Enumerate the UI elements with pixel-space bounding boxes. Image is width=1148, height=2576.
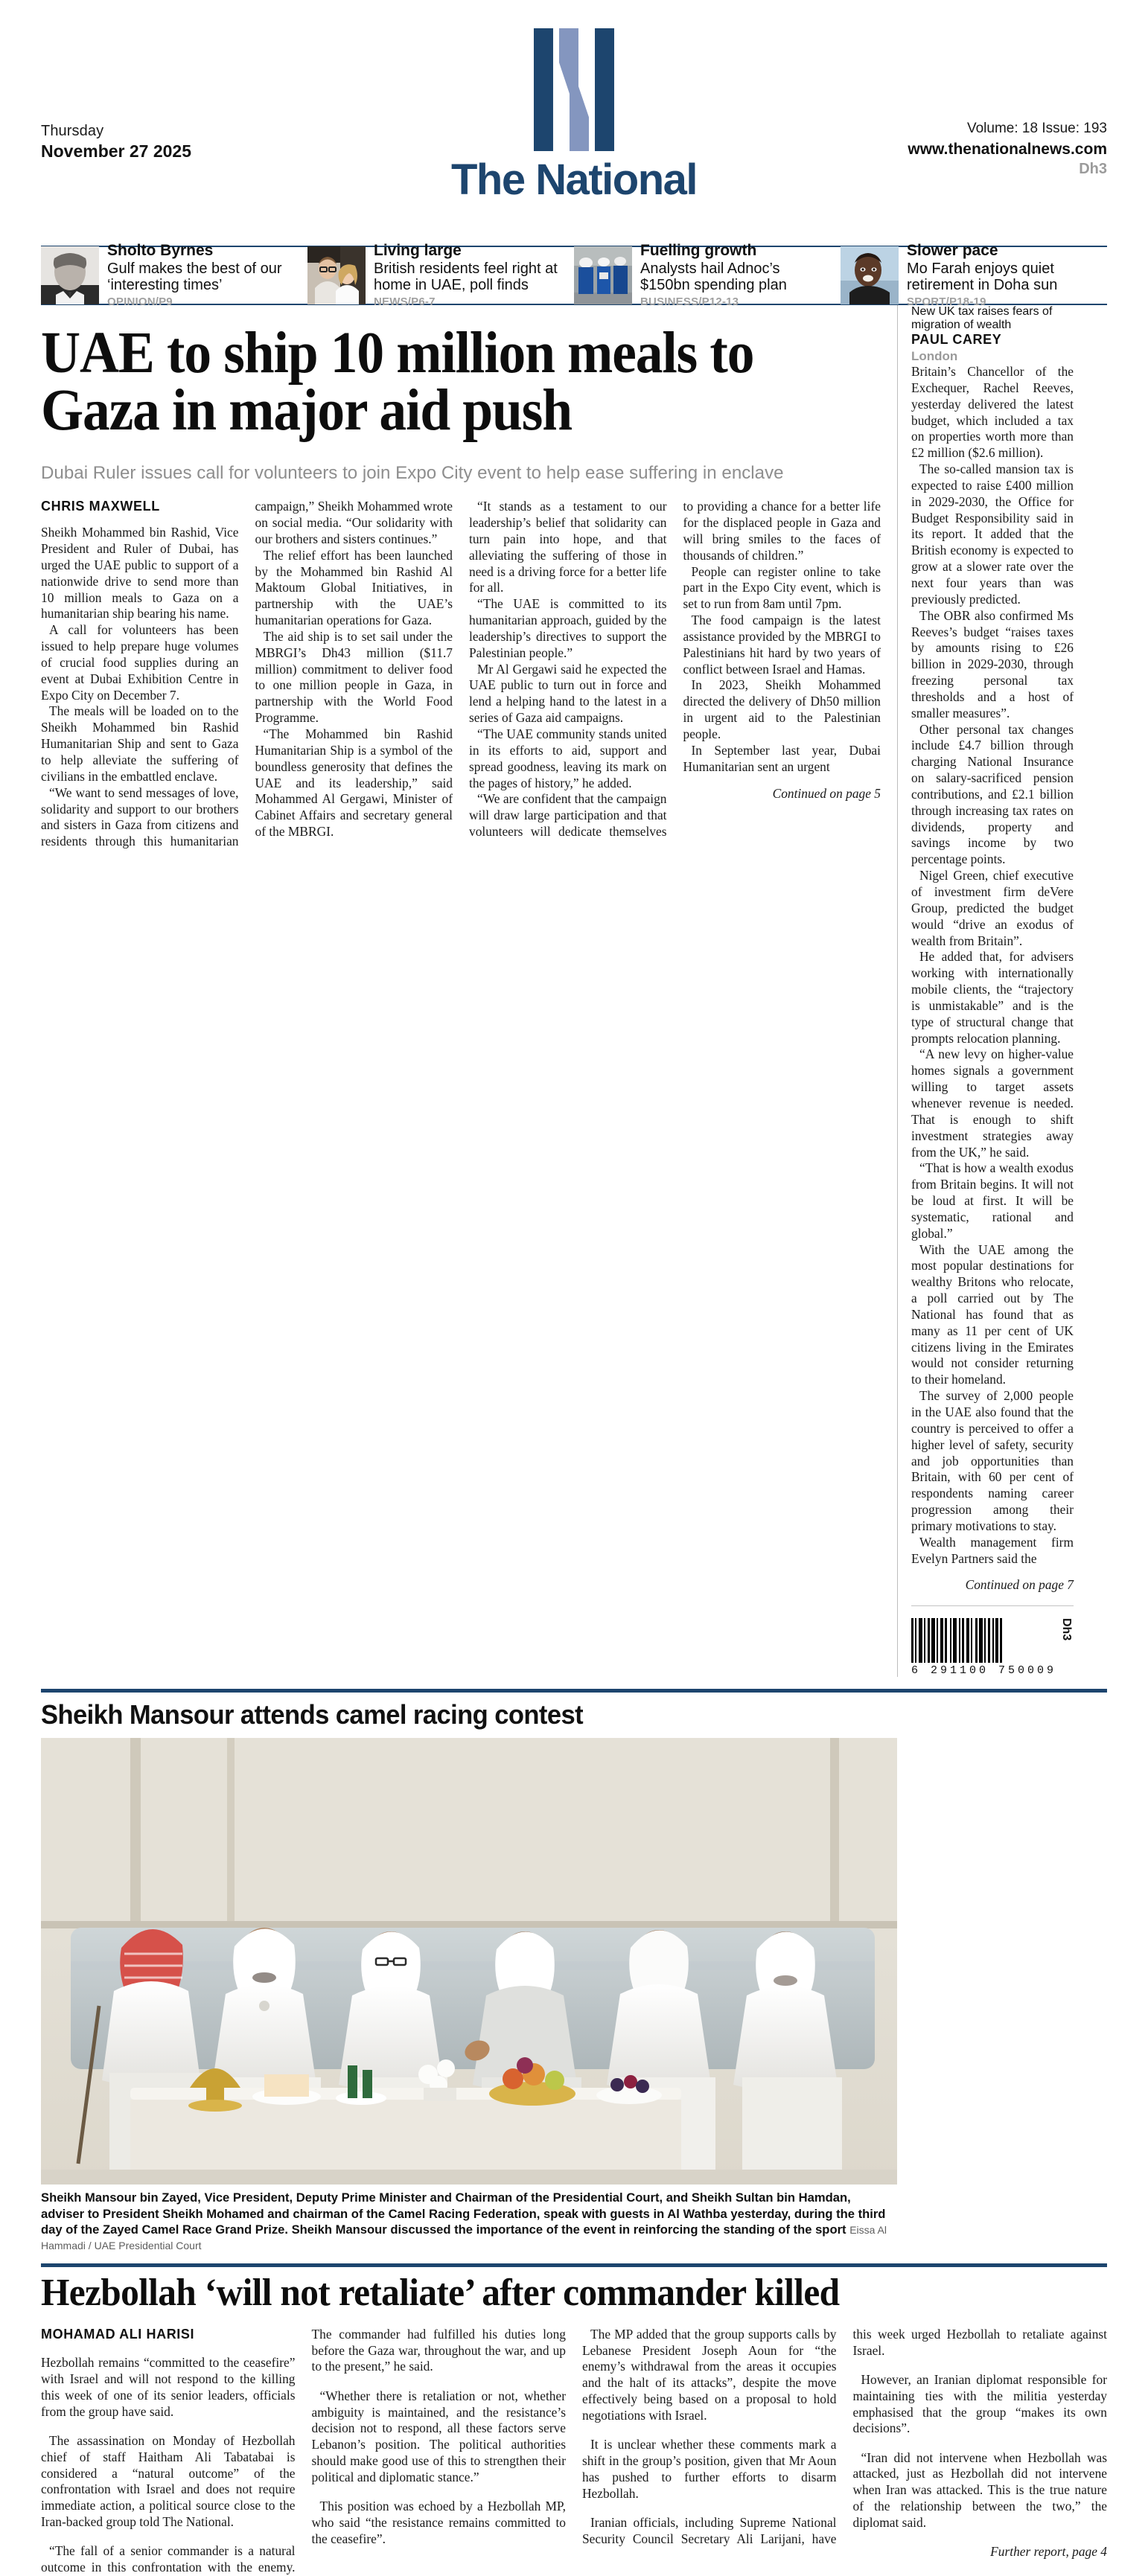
dateline-date: November 27 2025 <box>41 141 192 161</box>
lead-body-columns <box>41 499 881 850</box>
rail-headline[interactable]: New UK tax raises fears of migration of wealth <box>911 305 1053 331</box>
lead-story <box>41 305 897 1677</box>
teaser-subtitle: Mo Farah enjoys quiet retirement in Doha sun <box>907 260 1058 294</box>
website-url[interactable]: www.thenationalnews.com <box>908 140 1107 158</box>
teaser-thumb-portrait-man-grey <box>41 246 99 304</box>
teaser-section: BUSINESS/P12-13 <box>640 295 739 308</box>
bottom-story-headline[interactable]: Hezbollah ‘will not retaliate’ after commander killed <box>41 2272 840 2315</box>
lead-paragraph: “The UAE is committed to its humanitarian approach, guided by the leadership’s directives to support the Palestinian people.” <box>469 596 667 660</box>
lead-paragraph: In September last year, Dubai Humanitarian sent an urgent <box>683 742 881 774</box>
bottom-paragraph: However, an Iranian diplomat responsible for maintaining ties with the militia yesterday emphasised that the group “makes its own decisions”. <box>852 2371 1107 2436</box>
teaser-thumb-workers-blue-overalls <box>574 246 632 304</box>
the-national-n-monogram-icon <box>529 28 619 151</box>
rail-body <box>911 364 1074 1594</box>
teaser-item-sport[interactable] <box>841 242 1107 308</box>
bottom-paragraph: The MP added that the group supports calls by Lebanese President Joseph Aoun for “the enemy’s withdrawal from the areas it occupies and the halt of its attacks”, despite the move effectively being based on a proposal to hold negotiations with Israel. <box>582 2326 837 2423</box>
cover-price: Dh3 <box>1079 160 1107 177</box>
rail-paragraph: He added that, for advisers working with internationally mobile clients, the “trajectory is unmistakable” and is the type of structural change that prompts relocation planning. <box>911 949 1074 1046</box>
bottom-further-report-link[interactable]: Further report, page 4 <box>990 2544 1107 2560</box>
bottom-paragraph: It is unclear whether these comments mark a shift in the group’s position, given that Mr Aoun has pushed to further efforts to disarm Hezbollah. <box>582 2437 837 2501</box>
lead-paragraph: A call for volunteers has been issued to help prepare huge volumes of crucial food supplies during an event at Dubai Exhibition Centre in Expo City on December 7. <box>41 622 239 703</box>
photo-majlis-seated-dignitaries <box>41 1738 897 2185</box>
rail-continued-link[interactable]: Continued on page 7 <box>965 1577 1074 1593</box>
rail-paragraph: The survey of 2,000 people in the UAE also found that the country is perceived to offer a higher level of safety, security and job opportunities than Britain, with 60 per cent of respondents naming career progression among their primary motivations to stay. <box>911 1388 1074 1533</box>
bottom-paragraph: Iranian officials, including Supreme National Security Council Secretary Ali Larijani, have this week urged Hezbollah to retaliate against Israel. <box>582 2326 1107 2546</box>
teaser-subtitle: British residents feel right at home in UAE, poll finds <box>374 260 558 294</box>
photo-story-headline[interactable]: Sheikh Mansour attends camel racing contest <box>41 1699 584 1730</box>
masthead <box>41 0 1107 246</box>
teaser-bar <box>41 242 1107 308</box>
lead-standfirst: Dubai Ruler issues call for volunteers to join Expo City event to help ease suffering in enclave <box>41 462 784 483</box>
bottom-story-rule <box>41 2263 1107 2267</box>
rail-location: London <box>911 349 958 363</box>
lead-paragraph: “The UAE community stands united in its efforts to aid, support and spread goodness, leaving its mark on the pages of history,” he added. <box>469 726 667 790</box>
bottom-byline: MOHAMAD ALI HARISI <box>41 2326 195 2342</box>
barcode-digits: 6 291100 750009 <box>911 1664 1057 1678</box>
bottom-body-columns <box>41 2327 1107 2576</box>
rail-paragraph: The so-called mansion tax is expected to raise £400 million in 2029-2030, the Office for Budget Responsibility said in its report. It added that the British economy is expected to grow at a slower rate over the next four years than was previously predicted. <box>911 461 1074 607</box>
lead-byline: CHRIS MAXWELL <box>41 499 160 514</box>
rail-paragraph: Wealth management firm Evelyn Partners said the <box>911 1534 1074 1566</box>
rail-paragraph: Other personal tax changes include £4.7 billion through charging National Insurance on salary-sacrificed pension contributions, and £2.1 billion through increasing tax rates on dividends, property and savings income by two percentage points. <box>911 721 1074 867</box>
rail-paragraph: Nigel Green, chief executive of investment firm deVere Group, predicted the budget would “drive an exodus of wealth from Britain”. <box>911 868 1074 948</box>
teaser-text-sport <box>899 242 1107 309</box>
bottom-paragraph: “Iran did not intervene when Hezbollah was attacked, just as Hezbollah did not intervene when Iran was attacked. This is the true nature of the relationship between the two,” the diplomat said. <box>852 2449 1107 2530</box>
lead-paragraph: The aid ship is to set sail under the MBRGI’s Dh43 million ($11.7 million) commitment to deliver food to one million people in Gaza, in partnership with the World Food Programme. <box>255 628 453 726</box>
lead-paragraph: People can register online to take part in the Expo City event, which is set to run from 8am until 7pm. <box>683 563 881 612</box>
bottom-paragraph: “The fall of a senior commander is a natural outcome in this confrontation with the enemy. The commander had fulfilled his duties long before the Gaza war, throughout the war, and up to the present,” he said. <box>41 2326 566 2575</box>
rail-paragraph: Britain’s Chancellor of the Exchequer, Rachel Reeves, yesterday delivered the latest budget, which included a tax on properties worth more than £2 million ($2.6 million). <box>911 364 1074 461</box>
teaser-item-opinion[interactable] <box>41 242 307 308</box>
barcode-price: Dh3 <box>1060 1618 1074 1641</box>
teaser-item-news[interactable] <box>307 242 574 308</box>
bottom-paragraph: Hezbollah remains “committed to the ceasefire” with Israel and will not respond to the killing this week of one of its senior leaders, officials from the group have said. <box>41 2355 296 2419</box>
volume-issue: Volume: 18 Issue: 193 <box>966 121 1107 136</box>
teaser-title: Sholto Byrnes <box>107 242 214 260</box>
bottom-paragraph: “Whether there is retaliation or not, whether ambiguity is maintained, and the resistance’s decision not to respond, all these factors serve Lebanon’s position. The political authorities should make good use of this to strengthen their political and diplomatic stance.” <box>311 2388 566 2484</box>
lead-paragraph: “We are confident that the campaign will draw large participation and that volunteers will dedicate themselves to providing a chance for a better life for the displaced people in Gaza and will bring smiles to the faces of thousands of children.” <box>469 499 881 840</box>
lead-paragraph: The meals will be loaded on to the Sheikh Mohammed bin Rashid Humanitarian Ship and sent to Gaza to help alleviate the suffering of civilians in the embattled enclave. <box>41 703 239 784</box>
lead-headline[interactable]: UAE to ship 10 million meals to Gaza in major aid push <box>41 321 754 444</box>
teaser-thumb-couple-photo <box>307 246 366 304</box>
teaser-text-news <box>366 242 574 309</box>
teaser-title: Fuelling growth <box>640 242 757 260</box>
rail-paragraph: “That is how a wealth exodus from Britain begins. It will not be loud at first. It will be systematic, rational and global.” <box>911 1160 1074 1241</box>
rail-story <box>897 305 1074 1677</box>
rail-byline: PAUL CAREY <box>911 332 1002 347</box>
rail-paragraph: “A new levy on higher-value homes signals a government willing to target assets whenever revenue is needed. That is enough to shift investment strategies away from the UK,” he said. <box>911 1046 1074 1160</box>
teaser-subtitle: Gulf makes the best of our ‘interesting times’ <box>107 260 282 294</box>
photo-credit: Eissa Al Hammadi / UAE Presidential Court <box>41 2223 887 2251</box>
masthead-wordmark: The National <box>450 156 698 204</box>
barcode-block <box>911 1605 1074 1677</box>
teaser-item-business[interactable] <box>574 242 841 308</box>
lead-paragraph: The relief effort has been launched by the Mohammed bin Rashid Al Maktoum Global Initiatives, in partnership with the UAE’s humanitarian operations for Gaza. <box>255 547 453 628</box>
photo-caption <box>41 2190 897 2253</box>
teaser-section: SPORT/P18-19 <box>907 295 986 308</box>
photo-caption-text: Sheikh Mansour bin Zayed, Vice President, Deputy Prime Minister and Chairman of the Presidential Court, and Sheikh Sultan bin Hamdan, adviser to President Sheikh Mohamed and chairman of the Camel Racing Federation, speak with guests in Al Wathba yesterday, during the third day of the Zayed Camel Race Grand Prize. Sheikh Mansour discussed the importance of the event in reinforcing the standing of the sport <box>41 2190 886 2237</box>
lead-continued-link[interactable]: Continued on page 5 <box>772 785 881 801</box>
publication-info <box>908 121 1107 178</box>
teaser-section: NEWS/P6-7 <box>374 295 436 308</box>
rail-paragraph: The OBR also confirmed Ms Reeves’s budget “raises taxes by amounts rising to £26 billion in 2029-2030, through freezing personal tax thresholds and a host of smaller measures”. <box>911 607 1074 720</box>
lead-paragraph: Sheikh Mohammed bin Rashid, Vice President and Ruler of Dubai, has urged the UAE public to support of a nationwide drive to send more than 10 million meals to Gaza on a humanitarian ship bearing his name. <box>41 525 239 621</box>
teaser-thumb-athlete-portrait <box>841 246 899 304</box>
lead-paragraph: In 2023, Sheikh Mohammed directed the delivery of Dh50 million in urgent aid to the Palestinian people. <box>683 677 881 742</box>
teaser-title: Slower pace <box>907 242 998 260</box>
photo-story-rule <box>41 1689 1107 1693</box>
teaser-text-opinion <box>99 242 307 309</box>
lead-paragraph: “The Mohammed bin Rashid Humanitarian Ship is a symbol of the boundless generosity that defines the UAE and its leadership,” said Mohammed Al Gergawi, Minister of Cabinet Affairs and secretary general of the MBRGI. <box>255 726 453 840</box>
teaser-text-business <box>632 242 841 309</box>
lead-paragraph: “It stands as a testament to our leadership’s belief that solidarity can turn pain into hope, and that alleviating the suffering of those in need is a driving force for a better life for all. <box>469 499 667 595</box>
teaser-title: Living large <box>374 242 462 260</box>
dateline-day: Thursday <box>41 123 104 139</box>
bottom-paragraph: The assassination on Monday of Hezbollah chief of staff Haitham Ali Tabatabai is considered a “natural outcome” of the confrontation with Israel and does not require immediate action, a political source close to the Iran-backed group told The National. <box>41 2432 296 2530</box>
lead-paragraph: “We want to send messages of love, solidarity and support to our brothers and sisters in Gaza from citizens and residents through this humanitarian campaign,” Sheikh Mohammed wrote on social media. “Our solidarity with our brothers and sisters continues.” <box>41 499 453 849</box>
lead-paragraph: Mr Al Gergawi said he expected the UAE public to turn out in force and lend a helping hand to the latest in a series of Gaza aid campaigns. <box>469 661 667 726</box>
bottom-paragraph: This position was echoed by a Hezbollah MP, who said “the resistance remains committed to the ceasefire”. <box>311 2499 566 2546</box>
teaser-section: OPINION/P9 <box>107 295 173 308</box>
barcode-bars <box>911 1618 1056 1663</box>
rail-paragraph: With the UAE among the most popular destinations for wealthy Britons who relocate, a poll carried out by The National has found that as many as 11 per cent of UK citizens living in the Emirates would not consider returning to their homeland. <box>911 1241 1074 1387</box>
bottom-body <box>41 2327 1107 2576</box>
lead-body <box>41 499 881 850</box>
teaser-subtitle: Analysts hail Adnoc’s $150bn spending plan <box>640 260 787 294</box>
masthead-logo[interactable] <box>451 28 697 202</box>
dateline <box>41 123 191 161</box>
lead-paragraph: The food campaign is the latest assistance provided by the MBRGI to Palestinians hit hard by two years of conflict between Israel and Hamas. <box>683 613 881 677</box>
lead-section <box>41 305 1107 1677</box>
